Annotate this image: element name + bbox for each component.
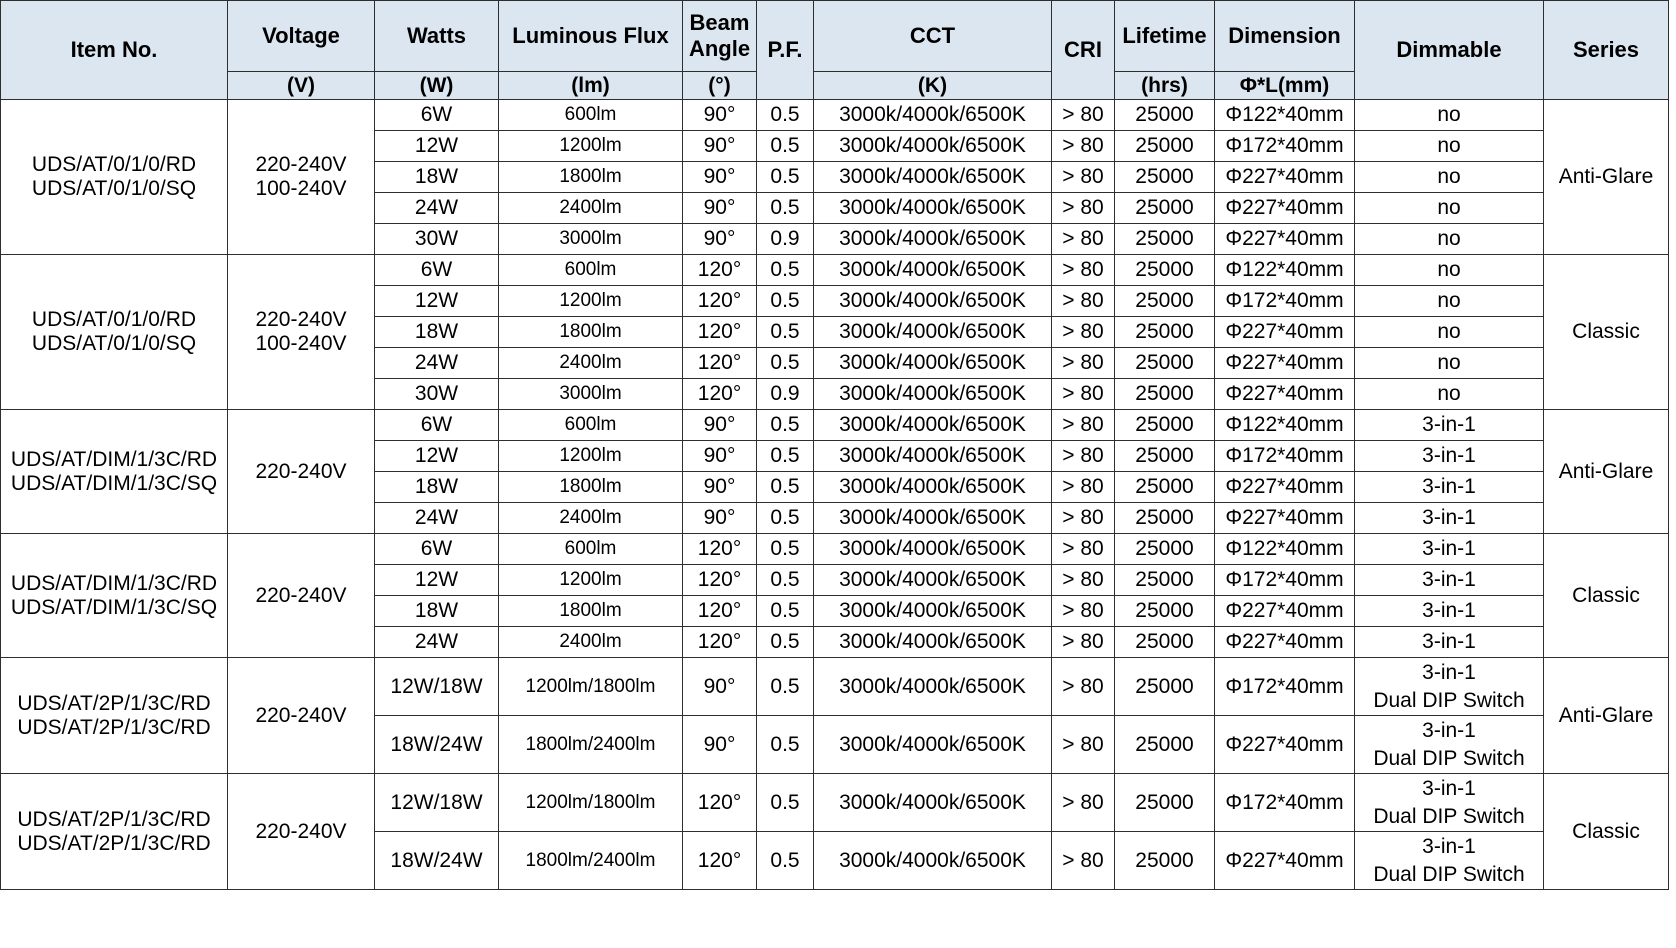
lifetime-cell: 25000 xyxy=(1115,472,1215,503)
voltage-cell xyxy=(228,774,375,890)
item-no-cell xyxy=(1,658,228,774)
cri-cell: > 80 xyxy=(1052,348,1115,379)
dimmable-line: Dual DIP Switch xyxy=(1373,746,1525,770)
flux-cell: 600lm xyxy=(499,255,683,286)
dimension-cell: Φ172*40mm xyxy=(1215,441,1355,472)
watts-cell: 24W xyxy=(375,348,499,379)
dimmable-cell xyxy=(1355,100,1544,131)
dimension-cell: Φ227*40mm xyxy=(1215,317,1355,348)
dimension-cell: Φ227*40mm xyxy=(1215,379,1355,410)
series-cell: Anti-Glare xyxy=(1544,410,1669,534)
dimmable-cell xyxy=(1355,534,1544,565)
flux-cell: 1800lm xyxy=(499,317,683,348)
cct-cell: 3000k/4000k/6500K xyxy=(814,503,1052,534)
pf-cell: 0.5 xyxy=(757,348,814,379)
table-row xyxy=(1,100,1669,131)
dimmable-cell xyxy=(1355,565,1544,596)
beam-angle-cell: 120° xyxy=(683,774,757,832)
dimmable-cell xyxy=(1355,255,1544,286)
item-no-cell xyxy=(1,774,228,890)
watts-cell: 18W/24W xyxy=(375,832,499,890)
cct-cell: 3000k/4000k/6500K xyxy=(814,472,1052,503)
dimension-cell: Φ172*40mm xyxy=(1215,565,1355,596)
dimension-cell: Φ122*40mm xyxy=(1215,255,1355,286)
pf-cell: 0.5 xyxy=(757,131,814,162)
pf-cell: 0.5 xyxy=(757,193,814,224)
cri-cell: > 80 xyxy=(1052,410,1115,441)
lifetime-cell: 25000 xyxy=(1115,716,1215,774)
table-row xyxy=(1,774,1669,832)
watts-cell: 12W xyxy=(375,131,499,162)
pf-cell: 0.5 xyxy=(757,832,814,890)
item-no-line: UDS/AT/DIM/1/3C/SQ xyxy=(10,471,218,495)
dimension-cell: Φ122*40mm xyxy=(1215,534,1355,565)
pf-cell: 0.5 xyxy=(757,410,814,441)
pf-cell: 0.5 xyxy=(757,596,814,627)
series-cell: Classic xyxy=(1544,255,1669,410)
pf-cell: 0.5 xyxy=(757,627,814,658)
beam-angle-cell: 120° xyxy=(683,286,757,317)
dimmable-line: 3-in-1 xyxy=(1422,776,1476,800)
lifetime-cell: 25000 xyxy=(1115,565,1215,596)
dimension-cell: Φ122*40mm xyxy=(1215,410,1355,441)
flux-cell: 1800lm/2400lm xyxy=(499,716,683,774)
flux-cell: 2400lm xyxy=(499,503,683,534)
dimmable-line: no xyxy=(1437,196,1461,219)
cct-cell: 3000k/4000k/6500K xyxy=(814,627,1052,658)
dimension-cell: Φ172*40mm xyxy=(1215,658,1355,716)
beam-angle-cell: 90° xyxy=(683,716,757,774)
dimension-cell: Φ227*40mm xyxy=(1215,627,1355,658)
lifetime-cell: 25000 xyxy=(1115,317,1215,348)
pf-cell: 0.5 xyxy=(757,317,814,348)
item-no-line: UDS/AT/2P/1/3C/RD xyxy=(17,807,211,831)
dimension-cell: Φ122*40mm xyxy=(1215,100,1355,131)
cri-cell: > 80 xyxy=(1052,193,1115,224)
watts-cell: 24W xyxy=(375,193,499,224)
spec-body xyxy=(1,100,1669,890)
watts-cell: 12W xyxy=(375,441,499,472)
flux-cell: 1200lm xyxy=(499,441,683,472)
watts-cell: 12W xyxy=(375,286,499,317)
header-series: Series xyxy=(1544,1,1669,100)
dimmable-cell xyxy=(1355,774,1544,832)
flux-cell: 1200lm xyxy=(499,131,683,162)
dimmable-line: 3-in-1 xyxy=(1422,568,1476,591)
dimmable-cell xyxy=(1355,286,1544,317)
pf-cell: 0.9 xyxy=(757,224,814,255)
dimmable-line: no xyxy=(1437,382,1461,405)
cct-cell: 3000k/4000k/6500K xyxy=(814,317,1052,348)
voltage-line: 220-240V xyxy=(255,153,347,176)
cct-cell: 3000k/4000k/6500K xyxy=(814,193,1052,224)
header-beam-line2: Angle xyxy=(688,36,751,61)
flux-cell: 2400lm xyxy=(499,193,683,224)
dimmable-line: 3-in-1 xyxy=(1422,834,1476,858)
pf-cell: 0.5 xyxy=(757,503,814,534)
dimmable-line: Dual DIP Switch xyxy=(1373,688,1525,712)
cct-cell: 3000k/4000k/6500K xyxy=(814,224,1052,255)
dimmable-line: Dual DIP Switch xyxy=(1373,862,1525,886)
dimmable-cell xyxy=(1355,162,1544,193)
item-no-line: UDS/AT/DIM/1/3C/RD xyxy=(10,571,218,595)
voltage-line: 220-240V xyxy=(255,703,347,727)
cri-cell: > 80 xyxy=(1052,131,1115,162)
cct-cell: 3000k/4000k/6500K xyxy=(814,162,1052,193)
dimmable-line: 3-in-1 xyxy=(1422,506,1476,529)
lifetime-cell: 25000 xyxy=(1115,379,1215,410)
voltage-cell xyxy=(228,100,375,255)
dimmable-line: 3-in-1 xyxy=(1422,718,1476,742)
header-luminous-flux: Luminous Flux xyxy=(499,1,683,72)
item-no-cell xyxy=(1,255,228,410)
lifetime-cell: 25000 xyxy=(1115,410,1215,441)
beam-angle-cell: 120° xyxy=(683,565,757,596)
beam-angle-cell: 90° xyxy=(683,410,757,441)
beam-angle-cell: 90° xyxy=(683,193,757,224)
dimmable-line: no xyxy=(1437,103,1461,126)
watts-cell: 12W xyxy=(375,565,499,596)
dimmable-line: no xyxy=(1437,320,1461,343)
voltage-cell xyxy=(228,658,375,774)
beam-angle-cell: 120° xyxy=(683,379,757,410)
pf-cell: 0.5 xyxy=(757,255,814,286)
series-cell: Classic xyxy=(1544,534,1669,658)
dimmable-cell xyxy=(1355,379,1544,410)
beam-angle-cell: 90° xyxy=(683,224,757,255)
dimmable-cell xyxy=(1355,348,1544,379)
cct-cell: 3000k/4000k/6500K xyxy=(814,286,1052,317)
cct-cell: 3000k/4000k/6500K xyxy=(814,716,1052,774)
beam-angle-cell: 90° xyxy=(683,131,757,162)
cri-cell: > 80 xyxy=(1052,534,1115,565)
dimension-cell: Φ227*40mm xyxy=(1215,224,1355,255)
header-item-no: Item No. xyxy=(1,1,228,100)
flux-cell: 1800lm xyxy=(499,162,683,193)
pf-cell: 0.5 xyxy=(757,162,814,193)
header-beam-angle xyxy=(683,1,757,72)
cri-cell: > 80 xyxy=(1052,162,1115,193)
dimension-cell: Φ227*40mm xyxy=(1215,832,1355,890)
unit-cct: (K) xyxy=(814,72,1052,100)
item-no-cell xyxy=(1,100,228,255)
lifetime-cell: 25000 xyxy=(1115,224,1215,255)
beam-angle-cell: 120° xyxy=(683,348,757,379)
cri-cell: > 80 xyxy=(1052,565,1115,596)
dimension-cell: Φ172*40mm xyxy=(1215,131,1355,162)
flux-cell: 600lm xyxy=(499,100,683,131)
flux-cell: 600lm xyxy=(499,534,683,565)
dimmable-cell xyxy=(1355,410,1544,441)
header-dimension: Dimension xyxy=(1215,1,1355,72)
voltage-line: 220-240V xyxy=(255,583,347,607)
flux-cell: 1800lm/2400lm xyxy=(499,832,683,890)
pf-cell: 0.5 xyxy=(757,286,814,317)
item-no-line: UDS/AT/0/1/0/SQ xyxy=(31,332,197,355)
flux-cell: 3000lm xyxy=(499,379,683,410)
pf-cell: 0.5 xyxy=(757,100,814,131)
watts-cell: 18W/24W xyxy=(375,716,499,774)
pf-cell: 0.5 xyxy=(757,441,814,472)
voltage-cell xyxy=(228,255,375,410)
watts-cell: 24W xyxy=(375,627,499,658)
dimmable-cell xyxy=(1355,832,1544,890)
header-row-main xyxy=(1,1,1669,72)
beam-angle-cell: 90° xyxy=(683,162,757,193)
dimmable-line: 3-in-1 xyxy=(1422,599,1476,622)
series-cell: Anti-Glare xyxy=(1544,100,1669,255)
pf-cell: 0.5 xyxy=(757,565,814,596)
item-no-line: UDS/AT/2P/1/3C/RD xyxy=(17,691,211,715)
unit-voltage: (V) xyxy=(228,72,375,100)
dimension-cell: Φ172*40mm xyxy=(1215,286,1355,317)
cct-cell: 3000k/4000k/6500K xyxy=(814,379,1052,410)
item-no-line: UDS/AT/DIM/1/3C/RD xyxy=(10,447,218,471)
dimmable-cell xyxy=(1355,596,1544,627)
cri-cell: > 80 xyxy=(1052,100,1115,131)
cct-cell: 3000k/4000k/6500K xyxy=(814,596,1052,627)
cct-cell: 3000k/4000k/6500K xyxy=(814,255,1052,286)
cct-cell: 3000k/4000k/6500K xyxy=(814,410,1052,441)
cri-cell: > 80 xyxy=(1052,255,1115,286)
dimension-cell: Φ227*40mm xyxy=(1215,162,1355,193)
table-row xyxy=(1,255,1669,286)
cri-cell: > 80 xyxy=(1052,658,1115,716)
watts-cell: 6W xyxy=(375,534,499,565)
flux-cell: 1200lm xyxy=(499,565,683,596)
pf-cell: 0.9 xyxy=(757,379,814,410)
dimension-cell: Φ227*40mm xyxy=(1215,596,1355,627)
beam-angle-cell: 90° xyxy=(683,441,757,472)
lifetime-cell: 25000 xyxy=(1115,832,1215,890)
unit-lifetime: (hrs) xyxy=(1115,72,1215,100)
unit-dimension: Φ*L(mm) xyxy=(1215,72,1355,100)
beam-angle-cell: 90° xyxy=(683,658,757,716)
dimmable-cell xyxy=(1355,224,1544,255)
pf-cell: 0.5 xyxy=(757,774,814,832)
dimmable-line: 3-in-1 xyxy=(1422,475,1476,498)
header-beam-line1: Beam xyxy=(689,10,750,35)
item-no-line: UDS/AT/0/1/0/SQ xyxy=(31,177,197,200)
cri-cell: > 80 xyxy=(1052,224,1115,255)
cri-cell: > 80 xyxy=(1052,774,1115,832)
header-dimmable: Dimmable xyxy=(1355,1,1544,100)
table-row xyxy=(1,534,1669,565)
item-no-line: UDS/AT/DIM/1/3C/SQ xyxy=(10,595,218,619)
voltage-line: 220-240V xyxy=(255,308,347,331)
watts-cell: 30W xyxy=(375,379,499,410)
dimension-cell: Φ227*40mm xyxy=(1215,348,1355,379)
cct-cell: 3000k/4000k/6500K xyxy=(814,565,1052,596)
item-no-line: UDS/AT/2P/1/3C/RD xyxy=(17,831,211,855)
cct-cell: 3000k/4000k/6500K xyxy=(814,658,1052,716)
watts-cell: 12W/18W xyxy=(375,658,499,716)
unit-flux: (lm) xyxy=(499,72,683,100)
item-no-line: UDS/AT/0/1/0/RD xyxy=(31,153,197,176)
dimmable-cell xyxy=(1355,472,1544,503)
dimmable-cell xyxy=(1355,503,1544,534)
lifetime-cell: 25000 xyxy=(1115,255,1215,286)
beam-angle-cell: 120° xyxy=(683,317,757,348)
cri-cell: > 80 xyxy=(1052,379,1115,410)
beam-angle-cell: 120° xyxy=(683,627,757,658)
lifetime-cell: 25000 xyxy=(1115,596,1215,627)
unit-watts: (W) xyxy=(375,72,499,100)
flux-cell: 1800lm xyxy=(499,472,683,503)
voltage-line: 100-240V xyxy=(255,177,347,200)
header-cri: CRI xyxy=(1052,1,1115,100)
pf-cell: 0.5 xyxy=(757,658,814,716)
lifetime-cell: 25000 xyxy=(1115,348,1215,379)
header-lifetime: Lifetime xyxy=(1115,1,1215,72)
beam-angle-cell: 90° xyxy=(683,503,757,534)
cct-cell: 3000k/4000k/6500K xyxy=(814,131,1052,162)
flux-cell: 2400lm xyxy=(499,627,683,658)
lifetime-cell: 25000 xyxy=(1115,100,1215,131)
beam-angle-cell: 120° xyxy=(683,255,757,286)
lifetime-cell: 25000 xyxy=(1115,503,1215,534)
lifetime-cell: 25000 xyxy=(1115,658,1215,716)
watts-cell: 6W xyxy=(375,100,499,131)
cri-cell: > 80 xyxy=(1052,286,1115,317)
dimension-cell: Φ227*40mm xyxy=(1215,716,1355,774)
watts-cell: 6W xyxy=(375,255,499,286)
table-row xyxy=(1,658,1669,716)
series-cell: Anti-Glare xyxy=(1544,658,1669,774)
voltage-line: 100-240V xyxy=(255,332,347,355)
dimmable-line: no xyxy=(1437,165,1461,188)
voltage-cell xyxy=(228,410,375,534)
cri-cell: > 80 xyxy=(1052,503,1115,534)
dimmable-line: no xyxy=(1437,289,1461,312)
lifetime-cell: 25000 xyxy=(1115,774,1215,832)
flux-cell: 1200lm/1800lm xyxy=(499,658,683,716)
lifetime-cell: 25000 xyxy=(1115,193,1215,224)
item-no-line: UDS/AT/2P/1/3C/RD xyxy=(17,715,211,739)
cri-cell: > 80 xyxy=(1052,472,1115,503)
dimmable-cell xyxy=(1355,658,1544,716)
cct-cell: 3000k/4000k/6500K xyxy=(814,100,1052,131)
cri-cell: > 80 xyxy=(1052,596,1115,627)
dimmable-line: no xyxy=(1437,258,1461,281)
pf-cell: 0.5 xyxy=(757,472,814,503)
beam-angle-cell: 90° xyxy=(683,472,757,503)
flux-cell: 1200lm xyxy=(499,286,683,317)
dimmable-cell xyxy=(1355,716,1544,774)
watts-cell: 12W/18W xyxy=(375,774,499,832)
dimmable-cell xyxy=(1355,317,1544,348)
pf-cell: 0.5 xyxy=(757,534,814,565)
cri-cell: > 80 xyxy=(1052,317,1115,348)
cri-cell: > 80 xyxy=(1052,832,1115,890)
header-voltage: Voltage xyxy=(228,1,375,72)
cct-cell: 3000k/4000k/6500K xyxy=(814,774,1052,832)
cct-cell: 3000k/4000k/6500K xyxy=(814,534,1052,565)
lifetime-cell: 25000 xyxy=(1115,441,1215,472)
table-row xyxy=(1,410,1669,441)
cri-cell: > 80 xyxy=(1052,716,1115,774)
dimmable-cell xyxy=(1355,131,1544,162)
voltage-cell xyxy=(228,534,375,658)
lifetime-cell: 25000 xyxy=(1115,131,1215,162)
voltage-line: 220-240V xyxy=(255,819,347,843)
header-pf: P.F. xyxy=(757,1,814,100)
beam-angle-cell: 120° xyxy=(683,596,757,627)
voltage-line: 220-240V xyxy=(255,459,347,483)
watts-cell: 18W xyxy=(375,472,499,503)
lifetime-cell: 25000 xyxy=(1115,534,1215,565)
cct-cell: 3000k/4000k/6500K xyxy=(814,832,1052,890)
watts-cell: 24W xyxy=(375,503,499,534)
dimmable-line: Dual DIP Switch xyxy=(1373,804,1525,828)
dimension-cell: Φ172*40mm xyxy=(1215,774,1355,832)
dimmable-line: 3-in-1 xyxy=(1422,660,1476,684)
lifetime-cell: 25000 xyxy=(1115,627,1215,658)
dimmable-line: 3-in-1 xyxy=(1422,537,1476,560)
flux-cell: 1200lm/1800lm xyxy=(499,774,683,832)
header-watts: Watts xyxy=(375,1,499,72)
dimmable-line: 3-in-1 xyxy=(1422,413,1476,436)
flux-cell: 600lm xyxy=(499,410,683,441)
unit-beam: (°) xyxy=(683,72,757,100)
dimension-cell: Φ227*40mm xyxy=(1215,193,1355,224)
dimmable-cell xyxy=(1355,627,1544,658)
dimmable-line: 3-in-1 xyxy=(1422,444,1476,467)
dimmable-line: 3-in-1 xyxy=(1422,630,1476,653)
lifetime-cell: 25000 xyxy=(1115,286,1215,317)
watts-cell: 30W xyxy=(375,224,499,255)
watts-cell: 18W xyxy=(375,317,499,348)
dimension-cell: Φ227*40mm xyxy=(1215,503,1355,534)
dimension-cell: Φ227*40mm xyxy=(1215,472,1355,503)
item-no-cell xyxy=(1,410,228,534)
flux-cell: 3000lm xyxy=(499,224,683,255)
series-cell: Classic xyxy=(1544,774,1669,890)
cri-cell: > 80 xyxy=(1052,627,1115,658)
dimmable-line: no xyxy=(1437,351,1461,374)
watts-cell: 6W xyxy=(375,410,499,441)
watts-cell: 18W xyxy=(375,596,499,627)
pf-cell: 0.5 xyxy=(757,716,814,774)
dimmable-line: no xyxy=(1437,134,1461,157)
cct-cell: 3000k/4000k/6500K xyxy=(814,348,1052,379)
dimmable-cell xyxy=(1355,441,1544,472)
dimmable-line: no xyxy=(1437,227,1461,250)
item-no-cell xyxy=(1,534,228,658)
item-no-line: UDS/AT/0/1/0/RD xyxy=(31,308,197,331)
flux-cell: 1800lm xyxy=(499,596,683,627)
beam-angle-cell: 120° xyxy=(683,534,757,565)
flux-cell: 2400lm xyxy=(499,348,683,379)
watts-cell: 18W xyxy=(375,162,499,193)
dimmable-cell xyxy=(1355,193,1544,224)
beam-angle-cell: 120° xyxy=(683,832,757,890)
header-cct: CCT xyxy=(814,1,1052,72)
cri-cell: > 80 xyxy=(1052,441,1115,472)
cct-cell: 3000k/4000k/6500K xyxy=(814,441,1052,472)
beam-angle-cell: 90° xyxy=(683,100,757,131)
lifetime-cell: 25000 xyxy=(1115,162,1215,193)
